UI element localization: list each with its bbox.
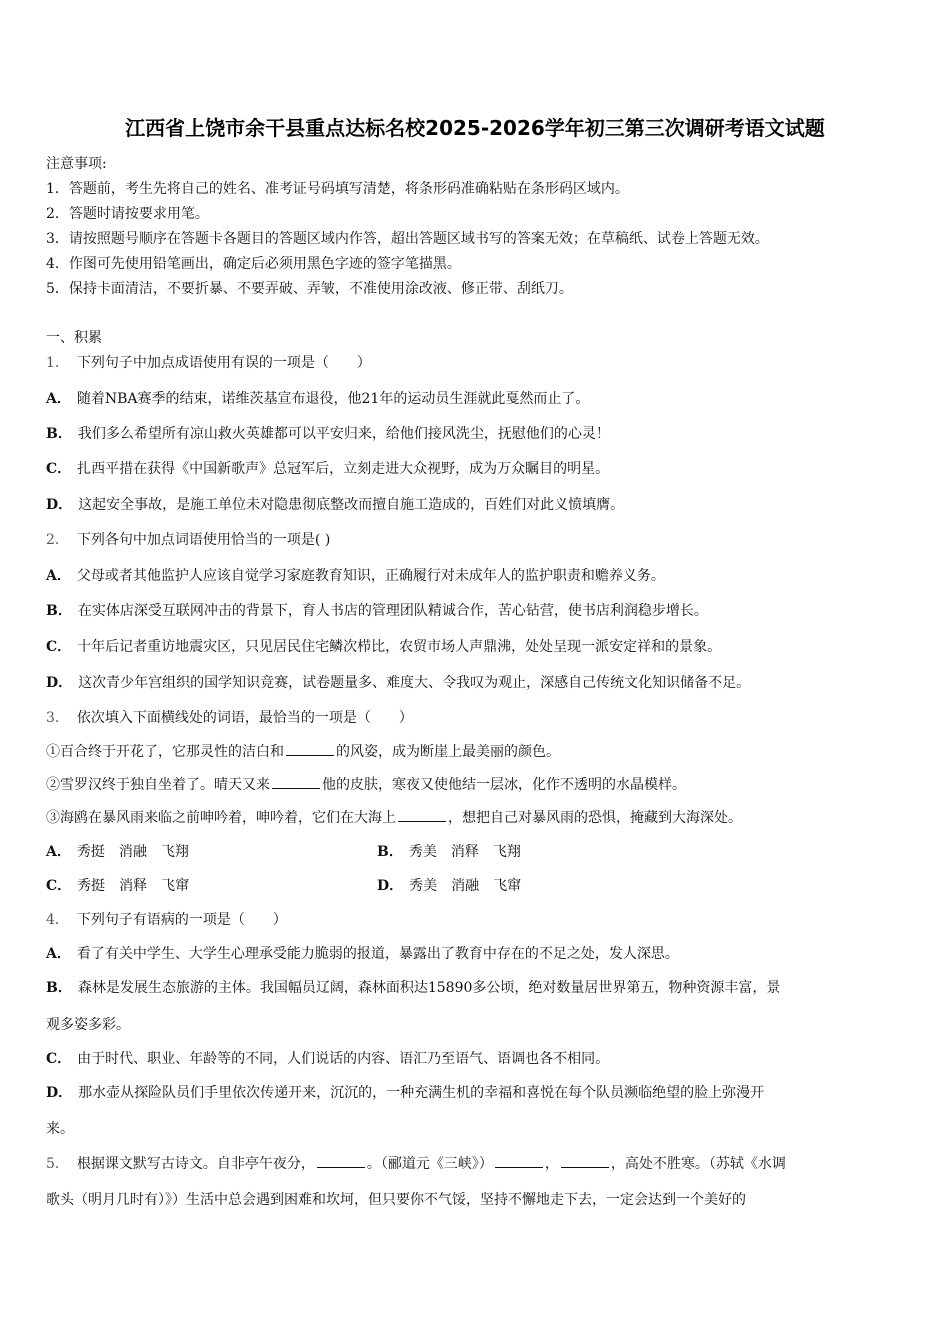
answer-blank[interactable] [286, 743, 334, 756]
section-heading: 一、积累 [46, 330, 102, 346]
question-stem: 5． 根据课文默写古诗文。自非亭午夜分， 。（郦道元《三峡》） ， ，高处不胜寒。（苏轼《水调 [46, 1156, 786, 1172]
notice-item: 2．答题时请按要求用笔。 [46, 206, 209, 222]
fill-sentence: ②雪罗汉终于独自坐着了。晴天又来 他的皮肤，寒夜又使他结一层冰，化作不透明的水晶模样。 [46, 777, 686, 793]
notice-item: 4．作图可先使用铅笔画出，确定后必须用黑色字迹的签字笔描黑。 [46, 256, 461, 272]
question-stem: 2． 下列各句中加点词语使用恰当的一项是( ) [46, 532, 331, 548]
option-continuation: 观多姿多彩。 [46, 1017, 130, 1033]
option: A． 秀挺 消融 飞翔 [46, 844, 189, 860]
notice-heading: 注意事项: [46, 156, 107, 172]
answer-blank[interactable] [317, 1155, 365, 1168]
question-stem: 4． 下列句子有语病的一项是（ ） [46, 912, 287, 928]
notice-item: 1．答题前，考生先将自己的姓名、准考证号码填写清楚，将条形码准确粘贴在条形码区域内。 [46, 181, 629, 197]
answer-blank[interactable] [398, 809, 446, 822]
question-stem: 3． 依次填入下面横线处的词语，最恰当的一项是（ ） [46, 710, 413, 726]
question-text: 歌头（明月几时有）》）生活中总会遇到困难和坎坷，但只要你不气馁，坚持不懈地走下去，一定会达到一个美好的 [46, 1192, 746, 1208]
question-number: 3． [46, 710, 69, 726]
option: C． 由于时代、职业、年龄等的不同，人们说话的内容、语汇乃至语气、语调也各不相同。 [46, 1051, 610, 1067]
option-continuation: 来。 [46, 1121, 74, 1137]
question-number: 2． [46, 532, 69, 548]
option: B． 森林是发展生态旅游的主体。我国幅员辽阔，森林面积达15890多公顷，绝对数量居世界第五，物种资源丰富，景 [46, 980, 781, 996]
option: C． 扎西平措在获得《中国新歌声》总冠军后，立刻走进大众视野，成为万众瞩目的明星。 [46, 461, 610, 477]
option: D． 那水壶从探险队员们手里依次传递开来，沉沉的，一种充满生机的幸福和喜悦在每个队员濒临绝望的脸上弥漫开 [46, 1085, 765, 1101]
question-number: 1． [46, 355, 69, 371]
option: A． 父母或者其他监护人应该自觉学习家庭教育知识，正确履行对未成年人的监护职责和赡养义务。 [46, 568, 665, 584]
option: B． 在实体店深受互联网冲击的背景下，育人书店的管理团队精诚合作，苦心钻营，使书店利润稳步增长。 [46, 603, 708, 619]
notice-item: 5．保持卡面清洁，不要折暴、不要弄破、弄皱，不准使用涂改液、修正带、刮纸刀。 [46, 281, 573, 297]
answer-blank[interactable] [561, 1155, 609, 1168]
option: D． 这起安全事故，是施工单位未对隐患彻底整改而擅自施工造成的，百姓们对此义愤填膺。 [46, 497, 625, 513]
option: B． 秀美 消释 飞翔 [377, 844, 521, 860]
option: A． 看了有关中学生、大学生心理承受能力脆弱的报道，暴露出了教育中存在的不足之处，发人深思。 [46, 946, 679, 962]
option: D． 秀美 消融 飞窜 [377, 878, 522, 894]
question-number: 5． [46, 1156, 69, 1172]
option: B． 我们多么希望所有凉山救火英雄都可以平安归来，给他们接风洗尘，抚慰他们的心灵！ [46, 426, 610, 442]
answer-blank[interactable] [272, 776, 320, 789]
option: A． 随着NBA赛季的结束，诺维茨基宣布退役，他21年的运动员生涯就此戛然而止了。 [46, 391, 590, 407]
fill-sentence: ③海鸥在暴风雨来临之前呻吟着，呻吟着，它们在大海上 ，想把自己对暴风雨的恐惧，掩藏到大海深处。 [46, 810, 742, 826]
option: C． 十年后记者重访地震灾区，只见居民住宅鳞次栉比，农贸市场人声鼎沸，处处呈现一派安定祥和的景象。 [46, 639, 722, 655]
question-stem: 1． 下列句子中加点成语使用有误的一项是（ ） [46, 355, 371, 371]
page-title: 江西省上饶市余干县重点达标名校2025-2026学年初三第三次调研考语文试题 [125, 116, 825, 140]
option: D． 这次青少年宫组织的国学知识竞赛，试卷题量多、难度大、令我叹为观止，深感自己传统文化知识储备不足。 [46, 675, 751, 691]
fill-sentence: ①百合终于开花了，它那灵性的洁白和 的风姿，成为断崖上最美丽的颜色。 [46, 744, 560, 760]
notice-item: 3．请按照题号顺序在答题卡各题目的答题区域内作答，超出答题区域书写的答案无效；在草稿纸、试卷上答题无效。 [46, 231, 769, 247]
option: C． 秀挺 消释 飞窜 [46, 878, 190, 894]
answer-blank[interactable] [495, 1155, 543, 1168]
question-number: 4． [46, 912, 69, 928]
